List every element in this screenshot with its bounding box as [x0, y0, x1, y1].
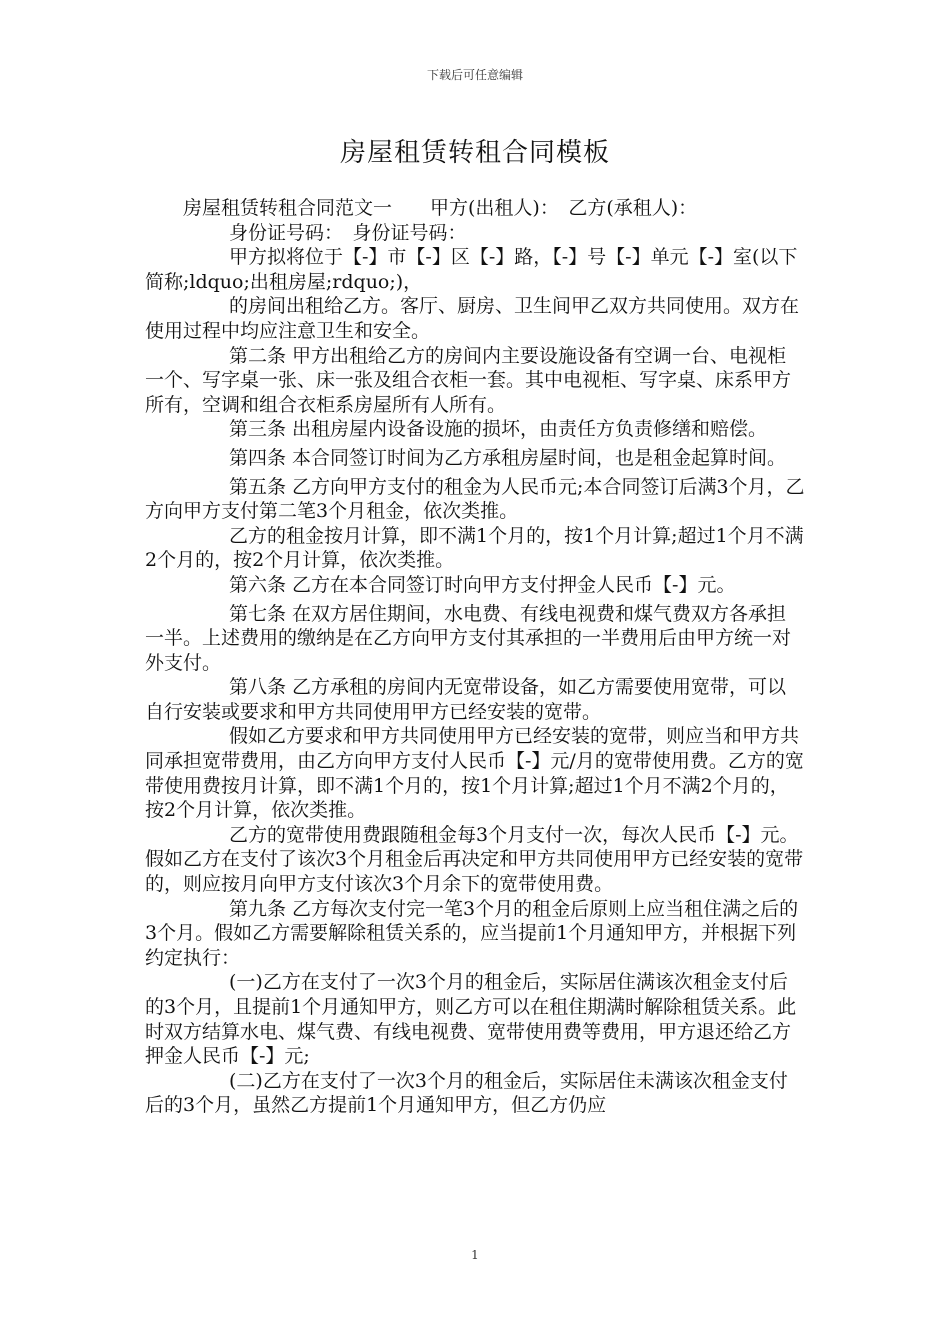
article-4: 第四条 本合同签订时间为乙方承租房屋时间，也是租金起算时间。	[229, 446, 787, 469]
clause-2: (二)乙方在支付了一次3个月的租金后，实际居住未满该次租金支付后的3个月，虽然乙方提前1个月通知甲方，但乙方仍应	[145, 1069, 788, 1117]
article-7: 第七条 在双方居住期间，水电费、有线电视费和煤气费双方各承担一半。上述费用的缴纳是在乙方向甲方支付其承担的一半费用后由甲方统一对外支付。	[145, 602, 792, 674]
article-8: 第八条 乙方承租的房间内无宽带设备，如乙方需要使用宽带，可以自行安装或要求和甲方共同使用甲方已经安装的宽带。	[145, 676, 787, 723]
paragraph: 假如乙方要求和甲方共同使用甲方已经安装的宽带，则应当和甲方共同承担宽带费用，由乙方向甲方支付人民币【-】元/月的宽带使用费。乙方的宽带使用费按月计算，即不满1个月的，按1个月计算;超过1个月不满2个月的，按2个月计算，依次类推。	[145, 725, 804, 822]
article-3: 第三条 出租房屋内设备设施的损坏，由责任方负责修缮和赔偿。	[229, 418, 768, 441]
document-title: 房屋租赁转租合同模板	[339, 138, 610, 168]
page-number: 1	[471, 1248, 479, 1262]
page-header: 下载后可任意编辑	[426, 68, 523, 82]
document-body	[145, 196, 805, 1118]
article-9: 第九条 乙方每次支付完一笔3个月的租金后原则上应当租住满之后的3个月。假如乙方需要解除租赁关系的，应当提前1个月通知甲方，并根据下列约定执行：	[145, 897, 799, 969]
intro-line: 房屋租赁转租合同范文一 甲方(出租人)： 乙方(承租人)：	[183, 197, 698, 219]
article-5: 第五条 乙方向甲方支付的租金为人民币元;本合同签订后满3个月，乙方向甲方支付第二笔3个月租金，依次类推。	[145, 475, 805, 523]
paragraph: 乙方的宽带使用费跟随租金每3个月支付一次，每次人民币【-】元。假如乙方在支付了该次3个月租金后再决定和甲方共同使用甲方已经安装的宽带的，则应按月向甲方支付该次3个月余下的宽带使用费。	[145, 823, 804, 896]
id-line: 身份证号码： 身份证号码：	[229, 221, 467, 244]
article-2: 第二条 甲方出租给乙方的房间内主要设施设备有空调一台、电视柜一个、写字桌一张、床一张及组合衣柜一套。其中电视柜、写字桌、床系甲方所有，空调和组合衣柜系房屋所有人所有。	[145, 344, 792, 416]
article-6: 第六条 乙方在本合同签订时向甲方支付押金人民币【-】元。	[229, 573, 736, 596]
paragraph: 乙方的租金按月计算，即不满1个月的，按1个月计算;超过1个月不满2个月的，按2个月计算，依次类推。	[145, 524, 804, 572]
paragraph: 的房间出租给乙方。客厅、厨房、卫生间甲乙双方共同使用。双方在使用过程中均应注意卫生和安全。	[145, 295, 800, 342]
paragraph: 甲方拟将位于【-】市【-】区【-】路，【-】号【-】单元【-】室(以下简称;ldquo;出租房屋;rdquo;)，	[145, 246, 798, 293]
clause-1: (一)乙方在支付了一次3个月的租金后，实际居住满该次租金支付后的3个月，且提前1个月通知甲方，则乙方可以在租住期满时解除租赁关系。此时双方结算水电、煤气费、有线电视费、宽带使用费等费用，甲方退还给乙方押金人民币【-】元;	[145, 971, 797, 1068]
